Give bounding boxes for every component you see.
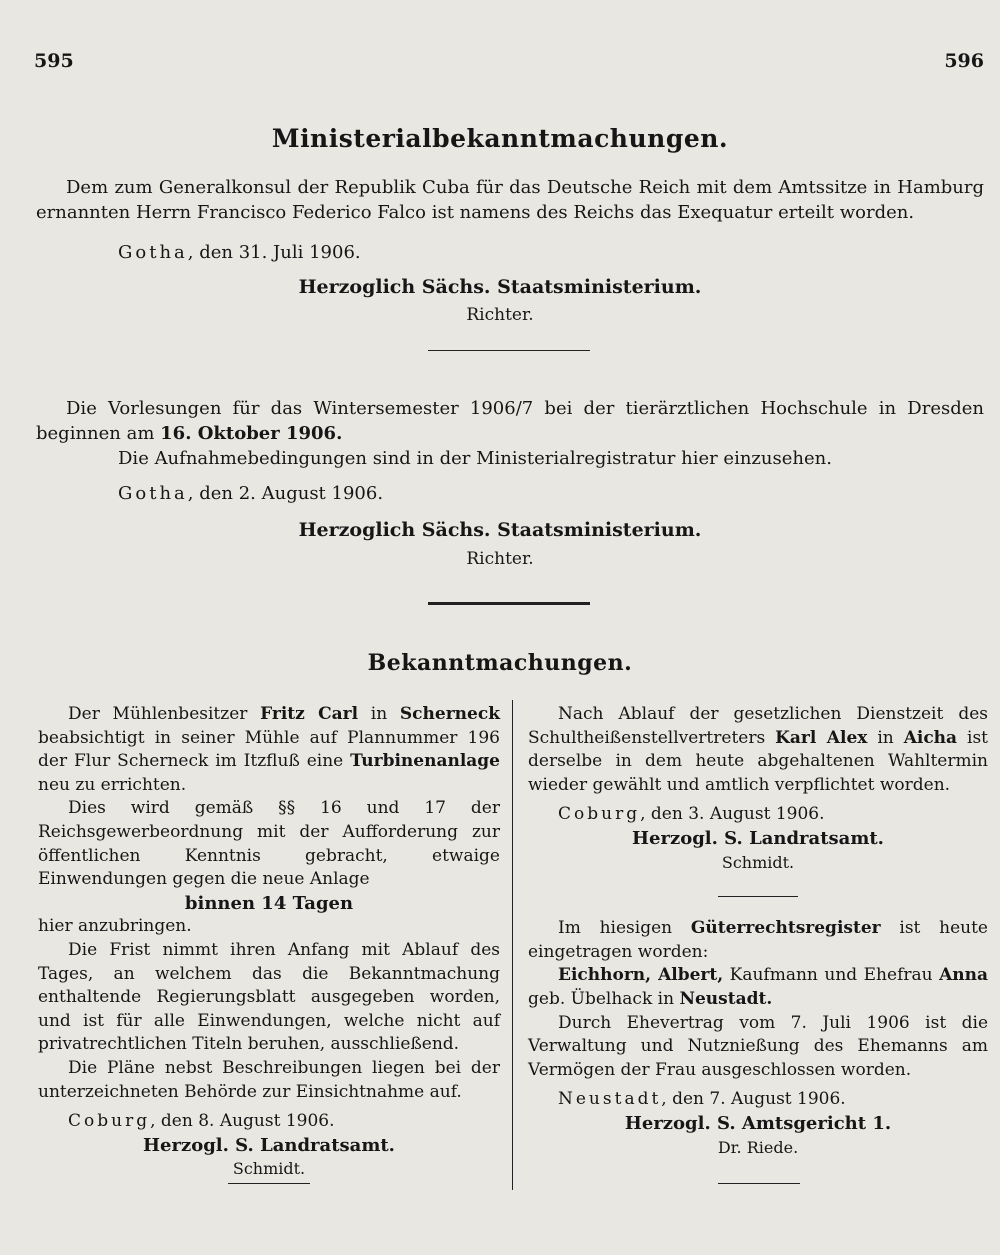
notice-1-date xyxy=(118,240,361,265)
notice-lectures xyxy=(36,396,984,446)
text: ist derselbe in dem heute abgehaltenen Wahltermin wieder gewählt und amtlich verpflichtet worden. xyxy=(528,727,988,795)
date-rest: , den 2. August 1906. xyxy=(187,483,384,504)
date-rest: , den 7. August 1906. xyxy=(661,1089,846,1110)
text: geb. Übelhack in xyxy=(528,988,680,1009)
right-signer-2: Dr. Riede. xyxy=(717,1137,799,1157)
section-heading-announcements: Bekanntmachungen. xyxy=(367,650,633,676)
date-rest: , den 31. Juli 1906. xyxy=(187,242,361,263)
text: ist heute eingetragen worden: xyxy=(528,918,988,962)
person-name: Fritz Carl xyxy=(260,704,359,724)
turbine-notice-intro xyxy=(38,703,500,797)
right-column xyxy=(528,703,988,1159)
notice-admission: Die Aufnahmebedingungen sind in der Ministerialregistratur hier einzusehen. xyxy=(118,448,832,469)
objection-notice-end: hier anzubringen. xyxy=(38,916,192,937)
divider xyxy=(718,896,798,897)
facility-name: Turbinenanlage xyxy=(350,751,500,772)
notice-2-date xyxy=(118,481,383,506)
person-name: Karl Alex xyxy=(775,727,868,748)
divider xyxy=(718,1183,800,1184)
text: Im hiesigen xyxy=(558,918,691,939)
notice-exequatur: Dem zum Generalkonsul der Republik Cuba für das Deutsche Reich mit dem Amtssitze in Hamburg ernannten Herrn Francisco Federico Falco ist namens des Reichs das Exequatur erteilt worden. xyxy=(36,177,984,223)
objection-notice: Dies wird gemäß §§ 16 und 17 der Reichsgewerbeordnung mit der Aufforderung zur öffentlichen Kenntnis gebracht, etwaige Einwendungen gegen die neue Anlage xyxy=(38,798,500,890)
notice-1-signer: Richter. xyxy=(466,305,534,325)
register-notice xyxy=(528,917,988,964)
date-place: Gotha xyxy=(118,483,188,504)
register-name: Güterrechtsregister xyxy=(690,918,881,939)
text: Kaufmann und Ehefrau xyxy=(723,965,940,986)
right-date-2 xyxy=(528,1088,988,1112)
date-place: Gotha xyxy=(118,242,188,263)
date-place: Neustadt xyxy=(558,1089,662,1110)
divider xyxy=(428,350,590,351)
place-name: Neustadt. xyxy=(679,988,773,1009)
deadline: binnen 14 Tagen xyxy=(184,892,354,914)
date-rest: , den 3. August 1906. xyxy=(640,804,825,825)
person-name: Anna xyxy=(939,965,989,986)
register-entry xyxy=(528,964,988,1011)
plans-notice: Die Pläne nebst Beschreibungen liegen bei der unterzeichneten Behörde zur Einsichtnahme auf. xyxy=(38,1057,500,1102)
right-signer-1: Schmidt. xyxy=(721,852,795,872)
section-heading-ministerial: Ministerialbekanntmachungen. xyxy=(271,124,729,153)
lectures-start-date: 16. Oktober 1906. xyxy=(160,423,343,444)
page-number-left: 595 xyxy=(34,50,74,72)
text: beabsichtigt in seiner Mühle auf Plannummer 196 der Flur Scherneck im Itzfluß eine xyxy=(38,727,500,772)
right-authority-1: Herzogl. S. Landratsamt. xyxy=(632,827,884,849)
left-authority: Herzogl. S. Landratsamt. xyxy=(143,1134,395,1156)
lectures-text: Die Vorlesungen für das Wintersemester 1906/7 bei der tierärztlichen Hochschule in Dresden beginnen am xyxy=(36,398,984,444)
place-name: Aicha xyxy=(903,727,958,748)
place-name: Scherneck xyxy=(399,704,500,724)
left-signer: Schmidt. xyxy=(232,1159,306,1179)
marriage-contract: Durch Ehevertrag vom 7. Juli 1906 ist die Verwaltung und Nutznießung des Ehemanns am Vermögen der Frau ausgeschlossen worden. xyxy=(528,1012,988,1080)
divider xyxy=(228,1183,310,1184)
section-divider xyxy=(428,602,590,605)
notice-2-signer: Richter. xyxy=(466,549,534,569)
text: Der Mühlenbesitzer xyxy=(68,704,261,724)
page-number-right: 596 xyxy=(944,50,984,72)
text: in xyxy=(867,727,904,748)
person-name: Eichhorn, Albert, xyxy=(558,965,724,986)
text: Nach Ablauf der gesetzlichen Dienstzeit des Schultheißenstellvertreters xyxy=(528,704,988,748)
notice-1-authority: Herzoglich Sächs. Staatsministerium. xyxy=(298,276,702,298)
column-divider xyxy=(512,700,513,1190)
date-rest: , den 8. August 1906. xyxy=(150,1111,335,1132)
deadline-rules: Die Frist nimmt ihren Anfang mit Ablauf des Tages, an welchem das die Bekanntmachung enthaltende Regierungsblatt ausgegeben worden, und ist für alle Einwendungen, welche nicht auf privatrechtlichen Titeln beruhen, ausschließend. xyxy=(38,939,500,1055)
date-place: Coburg xyxy=(558,804,641,825)
notice-2-authority: Herzoglich Sächs. Staatsministerium. xyxy=(298,519,702,541)
right-authority-2: Herzogl. S. Amtsgericht 1. xyxy=(624,1112,892,1134)
text: in xyxy=(358,704,400,724)
text: neu zu errichten. xyxy=(38,774,187,795)
left-date xyxy=(38,1110,500,1134)
date-place: Coburg xyxy=(68,1111,151,1132)
right-date-1 xyxy=(528,803,988,827)
deputy-notice xyxy=(528,703,988,797)
left-column xyxy=(38,703,500,1181)
